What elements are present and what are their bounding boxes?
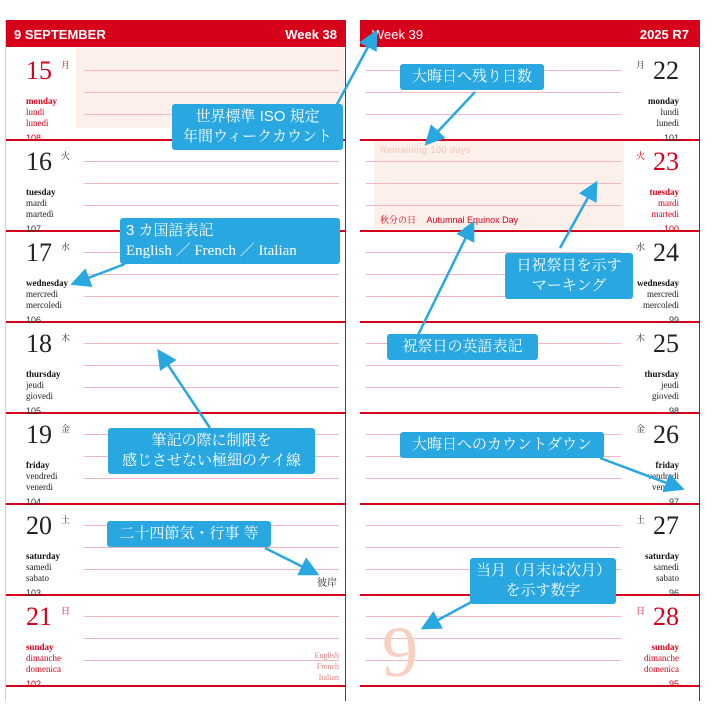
weekday-english: tuesday	[26, 187, 56, 197]
days-remaining-count: 100	[663, 224, 679, 234]
days-remaining-count: 98	[668, 406, 679, 416]
weekday-kanji: 日	[635, 606, 645, 616]
ruled-line	[84, 638, 339, 639]
days-remaining-count: 104	[26, 497, 42, 507]
callout-line: 筆記の際に制限を	[151, 432, 272, 449]
week-label: Week 38	[285, 27, 337, 42]
weekday-french: jeudi	[26, 380, 44, 390]
callout-line: English ／ French ／ Italian	[126, 243, 297, 259]
callout-holiday-mark	[505, 253, 633, 299]
callout-line: 年間ウィークカウント	[182, 128, 333, 145]
weekday-kanji: 日	[61, 606, 71, 616]
ruled-line	[366, 183, 621, 184]
day-number: 25	[653, 329, 679, 358]
callout-line: 二十四節気・行事 等	[119, 525, 259, 542]
weekday-kanji: 金	[61, 424, 71, 434]
weekday-italian: giovedì	[652, 391, 679, 401]
legend-italian: Italian	[318, 673, 339, 682]
holiday-name-jp: 秋分の日	[380, 215, 417, 225]
callout-languages	[120, 218, 340, 264]
callout-solar-terms	[107, 521, 271, 547]
ruled-line	[84, 387, 339, 388]
day-number: 15	[26, 56, 52, 85]
remaining-days-note: Remaining 100 days	[380, 145, 472, 155]
ruled-line	[84, 478, 339, 479]
day-number: 21	[26, 602, 52, 631]
ruled-line	[366, 525, 621, 526]
day-number: 20	[26, 511, 52, 540]
weekday-italian: giovedì	[26, 391, 53, 401]
callout-line: 当月（月末は次月）	[476, 562, 612, 579]
day-number: 19	[26, 420, 52, 449]
weekday-italian: lunedì	[656, 118, 679, 128]
holiday-name	[380, 213, 518, 226]
weekday-kanji: 月	[61, 60, 71, 70]
weekday-english: saturday	[26, 551, 61, 561]
callout-line: 世界標準 ISO 規定	[195, 108, 320, 125]
callout-remaining	[400, 64, 544, 90]
callout-countdown	[400, 432, 604, 458]
weekday-kanji: 金	[635, 424, 645, 434]
weekday-italian: venerdì	[26, 482, 53, 492]
weekday-english: saturday	[644, 551, 679, 561]
weekday-french: vendredi	[26, 471, 58, 481]
day-row	[360, 48, 699, 141]
weekday-english: wednesday	[26, 278, 69, 288]
ruled-line	[366, 365, 621, 366]
weekday-english: monday	[26, 96, 58, 106]
weekday-kanji: 火	[635, 151, 645, 161]
weekday-italian: martedì	[26, 209, 54, 219]
ruled-line	[366, 478, 621, 479]
holiday-name-en: Autumnal Equinox Day	[426, 215, 519, 225]
callout-line: マーキング	[531, 277, 607, 294]
day-number: 28	[653, 602, 679, 631]
weekday-italian: venerdì	[652, 482, 679, 492]
weekday-italian: martedì	[651, 209, 679, 219]
weekday-french: mercredi	[647, 289, 679, 299]
ruled-line	[84, 183, 339, 184]
days-remaining-count: 105	[26, 406, 42, 416]
ruled-line	[84, 616, 339, 617]
weekday-english: monday	[647, 96, 679, 106]
weekday-kanji: 月	[635, 60, 645, 70]
ruled-line	[84, 569, 339, 570]
callout-line: 日祝祭日を示す	[516, 257, 622, 274]
ruled-line	[366, 547, 621, 548]
day-row	[6, 594, 345, 687]
days-remaining-count: 103	[26, 588, 42, 598]
weekday-french: samedi	[653, 562, 679, 572]
ruled-line	[366, 92, 621, 93]
weekday-french: mardi	[26, 198, 47, 208]
ruled-line	[84, 365, 339, 366]
month-big-number: 9	[382, 612, 418, 692]
ruled-line	[84, 660, 339, 661]
day-number: 23	[653, 147, 679, 176]
weekday-french: lundi	[26, 107, 45, 117]
day-number: 26	[653, 420, 679, 449]
weekday-kanji: 水	[61, 242, 71, 252]
weekday-english: friday	[26, 460, 50, 470]
callout-line: 感じさせない極細のケイ線	[122, 452, 301, 469]
weekday-english: thursday	[644, 369, 679, 379]
day-number: 27	[653, 511, 679, 540]
ruled-line	[84, 70, 339, 71]
day-number: 24	[653, 238, 679, 267]
day-number: 17	[26, 238, 52, 267]
callout-month-number	[470, 558, 616, 604]
ruled-line	[366, 205, 621, 206]
weekday-english: tuesday	[649, 187, 679, 197]
day-number: 16	[26, 147, 52, 176]
weekday-french: mercredi	[26, 289, 58, 299]
weekday-kanji: 火	[61, 151, 71, 161]
weekday-french: dimanche	[26, 653, 61, 663]
weekday-english: sunday	[26, 642, 54, 652]
ruled-line	[84, 92, 339, 93]
days-remaining-count: 99	[668, 315, 679, 325]
weekday-kanji: 木	[61, 333, 71, 343]
days-remaining-count: 102	[26, 679, 42, 689]
days-remaining-count: 95	[668, 679, 679, 689]
weekday-french: mardi	[658, 198, 679, 208]
days-remaining-count: 106	[26, 315, 42, 325]
weekday-kanji: 土	[61, 515, 71, 525]
callout-line: 大晦日へ残り日数	[411, 68, 532, 85]
ruled-line	[84, 296, 339, 297]
callout-holiday-english	[387, 334, 538, 360]
weekday-french: jeudi	[661, 380, 679, 390]
weekday-italian: lunedì	[26, 118, 49, 128]
weekday-english: sunday	[651, 642, 679, 652]
callout-line: 大晦日へのカウントダウン	[411, 436, 592, 453]
callout-iso-week	[172, 104, 343, 150]
days-remaining-count: 96	[668, 588, 679, 598]
callout-fine-lines	[108, 428, 315, 474]
weekday-italian: sabato	[26, 573, 49, 583]
days-remaining-count: 108	[26, 133, 42, 143]
days-remaining-count: 97	[668, 497, 679, 507]
weekday-italian: mercoledì	[643, 300, 679, 310]
legend-english: English	[314, 651, 339, 660]
callout-line: を示す数字	[505, 582, 581, 599]
weekday-italian: domenica	[644, 664, 679, 674]
week-label: Week 39	[372, 27, 424, 42]
ruled-line	[84, 274, 339, 275]
weekday-italian: sabato	[656, 573, 679, 583]
ruled-line	[84, 547, 339, 548]
solar-term-label: 彼岸	[317, 578, 337, 589]
right-header	[360, 20, 699, 47]
weekday-italian: domenica	[26, 664, 61, 674]
ruled-line	[366, 114, 621, 115]
day-number: 18	[26, 329, 52, 358]
day-number: 22	[653, 56, 679, 85]
weekday-italian: mercoledì	[26, 300, 62, 310]
day-row	[6, 321, 345, 414]
weekday-kanji: 木	[635, 333, 645, 343]
weekday-french: vendredi	[647, 471, 679, 481]
ruled-line	[366, 387, 621, 388]
days-remaining-count: 107	[26, 224, 42, 234]
weekday-kanji: 土	[635, 515, 645, 525]
language-legend	[315, 650, 339, 683]
days-remaining-count: 101	[663, 133, 679, 143]
weekday-french: samedi	[26, 562, 52, 572]
day-row	[6, 503, 345, 596]
weekday-french: dimanche	[644, 653, 679, 663]
ruled-line	[84, 205, 339, 206]
weekday-english: thursday	[26, 369, 61, 379]
left-header	[6, 20, 345, 47]
weekday-kanji: 水	[635, 242, 645, 252]
year-label: 2025 R7	[639, 27, 689, 42]
callout-line: 祝祭日の英語表記	[402, 338, 523, 355]
month-label: 9 SEPTEMBER	[14, 27, 106, 42]
ruled-line	[84, 161, 339, 162]
weekday-english: friday	[655, 460, 679, 470]
ruled-line	[84, 343, 339, 344]
weekday-french: lundi	[660, 107, 679, 117]
weekday-english: wednesday	[636, 278, 679, 288]
ruled-line	[366, 161, 621, 162]
day-row	[360, 412, 699, 505]
legend-french: French	[316, 662, 339, 671]
callout-line: 3 カ国語表記	[126, 222, 214, 239]
